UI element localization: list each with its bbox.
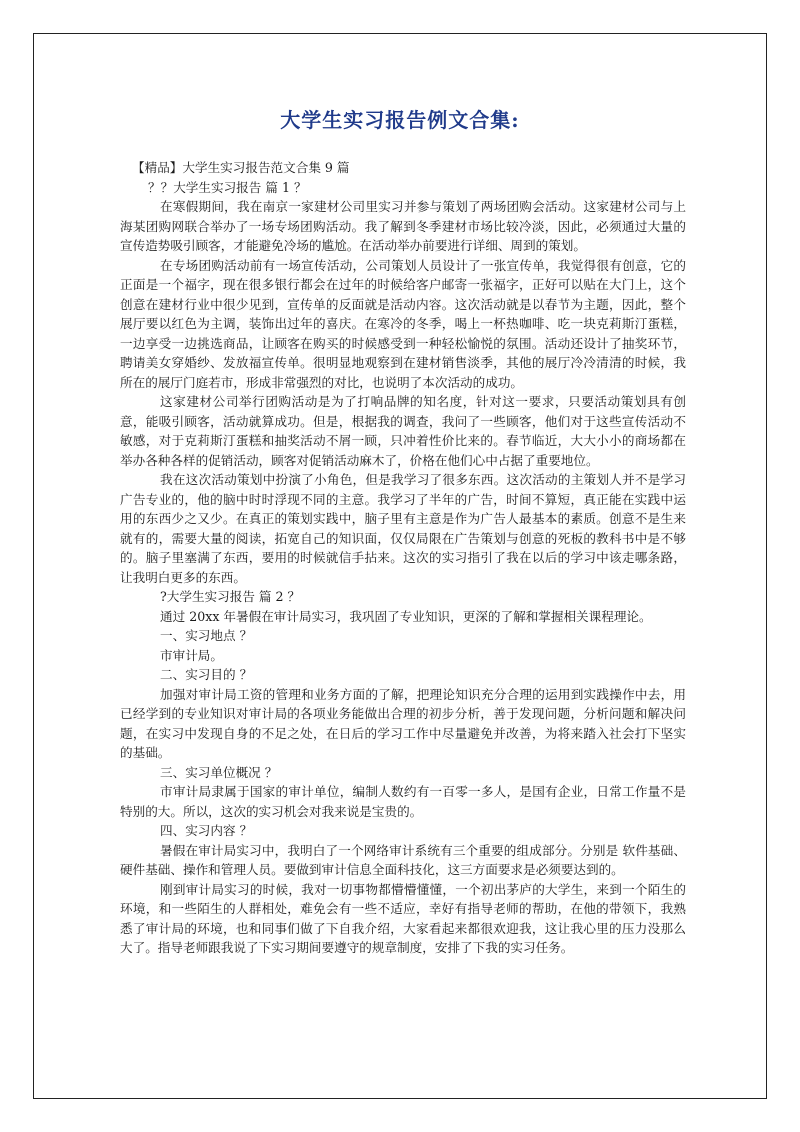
paragraph: 这家建材公司举行团购活动是为了打响品牌的知名度，针对这一要求，只要活动策划具有创意，能吸引顾客，活动就算成功。但是，根据我的调查，我问了一些顾客，他们对于这些宣传活动不敏感，对于克莉斯汀蛋糕和抽奖活动不屑一顾，只冲着性价比来的。春节临近，大大小小的商场都在举办各种各样的促销活动，顾客对促销活动麻木了，价格在他们心中占据了重要地位。 xyxy=(120,394,686,468)
paragraph: 加强对审计局工资的管理和业务方面的了解，把理论知识充分合理的运用到实践操作中去，用已经学到的专业知识对审计局的各项业务能做出合理的初步分析，善于发现问题，分析问题和解决问题，在实习中发现自身的不足之处，在日后的学习工作中尽量避免并改善，为将来踏入社会打下坚实的基础。 xyxy=(120,686,686,760)
paragraph: 在寒假期间，我在南京一家建材公司里实习并参与策划了两场团购会活动。这家建材公司与上海某团购网联合举办了一场专场团购活动。我了解到冬季建材市场比较冷淡，因此，必须通过大量的宣传造势吸引顾客，才能避免冷场的尴尬。在活动举办前要进行详细、周到的策划。 xyxy=(120,199,686,253)
paragraph: 在专场团购活动前有一场宣传活动，公司策划人员设计了一张宣传单，我觉得很有创意，它的正面是一个福字，现在很多银行都会在过年的时候给客户邮寄一张福字，正好可以贴在大门上，这个创意在建材行业中很少见到，宣传单的反面就是活动内容。这次活动就是以春节为主题，因此，整个展厅要以红色为主调，装饰出过年的喜庆。在寒冷的冬季，喝上一杯热咖啡、吃一块克莉斯汀蛋糕，一边享受一边挑选商品，让顾客在购买的时候感受到一种轻松愉悦的氛围。活动还设计了抽奖环节，聘请美女穿婚纱、发放福宣传单。很明显地观察到在建材销售淡季，其他的展厅冷冷清清的时候，我所在的展厅门庭若市，形成非常强烈的对比，也说明了本次活动的成功。 xyxy=(120,257,686,390)
paragraph: 暑假在审计局实习中，我明白了一个网络审计系统有三个重要的组成部分。分别是 软件基础、硬件基础、操作和管理人员。要做到审计信息全面科技化，这三方面要求是必须要达到的。 xyxy=(120,842,686,877)
section-heading: ?大学生实习报告 篇 2 ？ xyxy=(160,589,301,604)
paragraph: ？？大学生实习报告 篇 1 ？ xyxy=(148,179,307,195)
paragraph: 市审计局隶属于国家的审计单位，编制人数约有一百零一多人，是国有企业，日常工作量不是特别的大。所以，这次的实习机会对我来说是宝贵的。 xyxy=(120,784,686,819)
paragraph: 我在这次活动策划中扮演了小角色，但是我学习了很多东西。这次活动的主策划人并不是学习广告专业的，他的脑中时时浮现不同的主意。我学习了半年的广告，时间不算短，真正能在实践中运用的东西少之又少。在真正的策划实践中，脑子里有主意是作为广告人最基本的素质。创意不是生来就有的，需要大量的阅读，拓宽自己的知识面，仅仅局限在广告策划与创意的死板的教科书中是不够的。脑子里塞满了东西，要用的时候就信手拈来。这次的实习指引了我在以后的学习中该走哪条路，让我明白更多的东西。 xyxy=(120,472,686,585)
paragraph: 市审计局。 xyxy=(160,647,223,663)
section-heading: 一、实习地点 ？ xyxy=(160,628,253,643)
section-heading: 四、实习内容 ？ xyxy=(160,823,253,838)
document-body xyxy=(120,158,686,958)
paragraph: 【精品】大学生实习报告范文合集 9 篇 xyxy=(132,160,350,175)
section-heading: 二、实习目的 ？ xyxy=(160,667,253,682)
paragraph: 刚到审计局实习的时候，我对一切事物都懵懵懂懂，一个初出茅庐的大学生，来到一个陌生的环境，和一些陌生的人群相处，难免会有一些不适应，幸好有指导老师的帮助，在他的带领下，我熟悉了审计局的环境，也和同事们做了下自我介绍，大家看起来都很欢迎我，这让我心里的压力没那么大了。指导老师跟我说了下实习期间要遵守的规章制度，安排了下我的实习任务。 xyxy=(120,881,686,955)
document-title: 大学生实习报告例文合集: xyxy=(280,108,520,132)
section-heading: 三、实习单位概况 ？ xyxy=(160,764,278,780)
paragraph: 通过 20xx 年暑假在审计局实习，我巩固了专业知识，更深的了解和掌握相关课程理论。 xyxy=(160,608,652,624)
